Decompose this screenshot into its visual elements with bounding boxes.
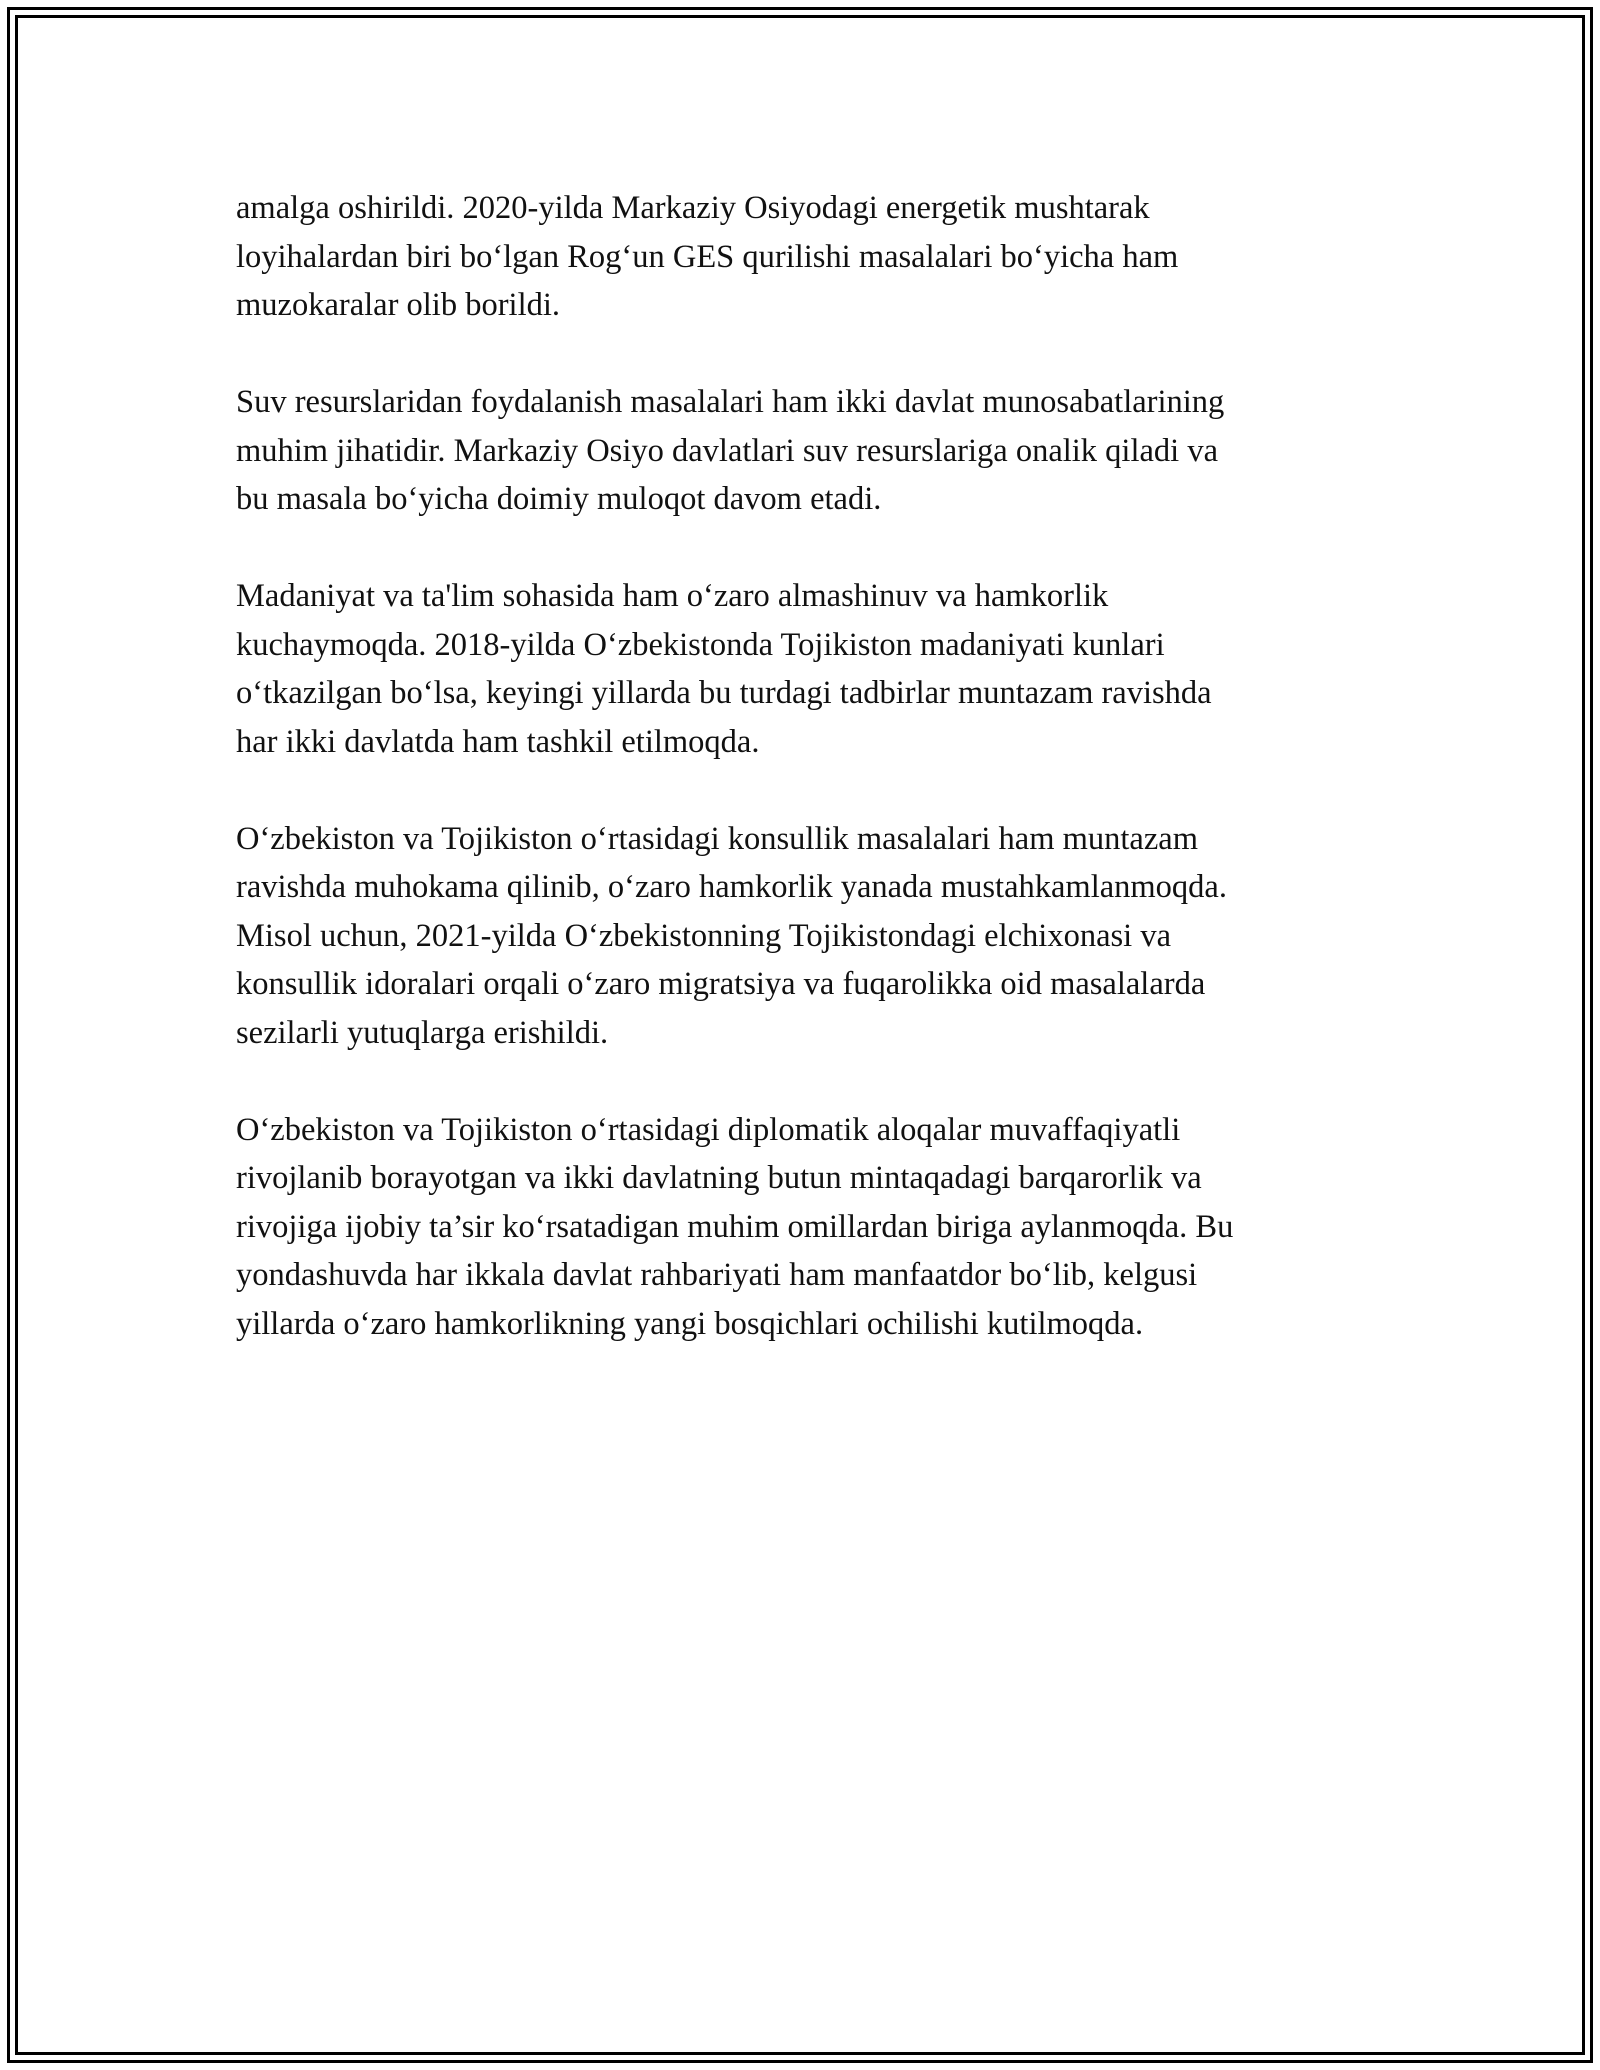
paragraph-water-resources: Suv resurslaridan foydalanish masalalari ham ikki davlat munosabatlarining muhim jihatidir. Markaziy Osiyo davlatlari suv resurslariga onalik qiladi va bu masala bo‘yicha doimiy muloqot davom etadi. <box>236 384 1225 517</box>
document-body <box>236 184 1376 1397</box>
paragraph-culture-education: Madaniyat va ta'lim sohasida ham o‘zaro almashinuv va hamkorlik kuchaymoqda. 2018-yilda O‘zbekistonda Tojikiston madaniyati kunlari o‘tkazilgan bo‘lsa, keyingi yillarda bu turdagi tadbirlar muntazam ravishda har ikki davlatda ham tashkil etilmoqda. <box>236 578 1212 760</box>
paragraph-diplomatic-relations: O‘zbekiston va Tojikiston o‘rtasidagi diplomatik aloqalar muvaffaqiyatli rivojlanib borayotgan va ikki davlatning butun mintaqadagi barqarorlik va rivojiga ijobiy ta’sir ko‘rsatadigan muhim omillardan biriga aylanmoqda. Bu yondashuvda har ikkala davlat rahbariyati ham manfaatdor bo‘lib, kelgusi yillarda o‘zaro hamkorlikning yangi bosqichlari ochilishi kutilmoqda. <box>236 1111 1234 1342</box>
paragraph-consular-affairs: O‘zbekiston va Tojikiston o‘rtasidagi konsullik masalalari ham muntazam ravishda muhokama qilinib, o‘zaro hamkorlik yanada mustahkamlanmoqda. Misol uchun, 2021-yilda O‘zbekistonning Tojikistondagi elchixonasi va konsullik idoralari orqali o‘zaro migratsiya va fuqarolikka oid masalalarda sezilarli yutuqlarga erishildi. <box>236 820 1227 1051</box>
paragraph-rogun-ges: amalga oshirildi. 2020-yilda Markaziy Osiyodagi energetik mushtarak loyihalardan biri bo‘lgan Rog‘un GES qurilishi masalalari bo‘yicha ham muzokaralar olib borildi. <box>236 190 1179 323</box>
